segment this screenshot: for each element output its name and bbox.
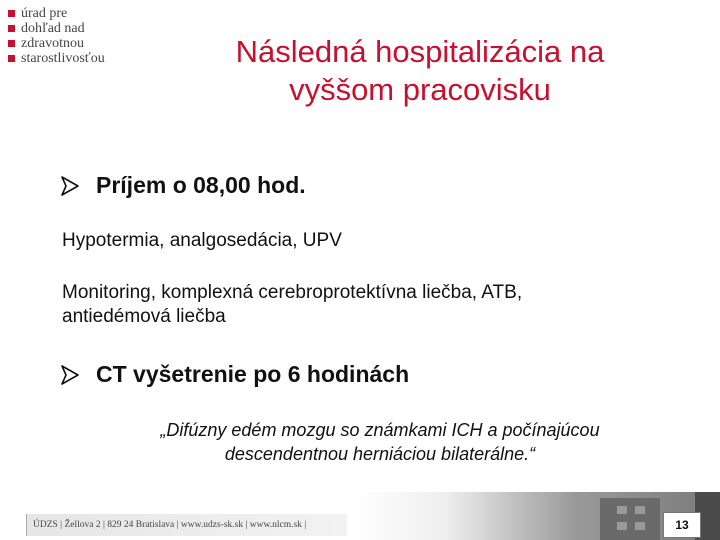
- paragraph: Hypotermia, analgosedácia, UPV: [62, 230, 342, 251]
- bullet-text: CT vyšetrenie po 6 hodinách: [96, 361, 410, 387]
- logo: [8, 6, 105, 66]
- quote-line: „Difúzny edém mozgu so známkami ICH a počínajúcou: [160, 420, 600, 440]
- logo-square-icon: [8, 25, 15, 32]
- logo-line: [8, 36, 105, 51]
- footer-text: ÚDZS | Žellova 2 | 829 24 Bratislava | www.udzs-sk.sk | www.nlcm.sk |: [33, 520, 307, 530]
- quote: [100, 418, 660, 466]
- logo-text: úrad pre: [21, 6, 68, 21]
- slide-title-line: vyššom pracovisku: [289, 72, 551, 107]
- paragraph-line: Monitoring, komplexná cerebroprotektívna liečba, ATB,: [62, 282, 523, 303]
- logo-line: [8, 21, 105, 36]
- quote-line: descendentnou herniáciou bilaterálne.“: [224, 444, 536, 464]
- logo-text: zdravotnou: [21, 36, 84, 51]
- logo-text: starostlivosťou: [21, 51, 105, 66]
- logo-square-icon: [8, 55, 15, 62]
- logo-line: [8, 6, 105, 21]
- slide-title: [165, 33, 675, 109]
- logo-text: dohľad nad: [21, 21, 85, 36]
- page-number: 13: [663, 512, 701, 538]
- logo-line: [8, 51, 105, 66]
- logo-square-icon: [8, 40, 15, 47]
- logo-square-icon: [8, 10, 15, 17]
- paragraph-line: antiedémová liečba: [62, 306, 226, 327]
- bullet-admission: [60, 172, 306, 199]
- slide-title-line: Následná hospitalizácia na: [235, 34, 605, 69]
- arrow-bullet-icon: [60, 175, 80, 197]
- arrow-bullet-icon: [60, 364, 80, 386]
- bullet-text: Príjem o 08,00 hod.: [96, 172, 306, 198]
- bullet-ct: [60, 361, 409, 388]
- paragraph: [62, 281, 522, 329]
